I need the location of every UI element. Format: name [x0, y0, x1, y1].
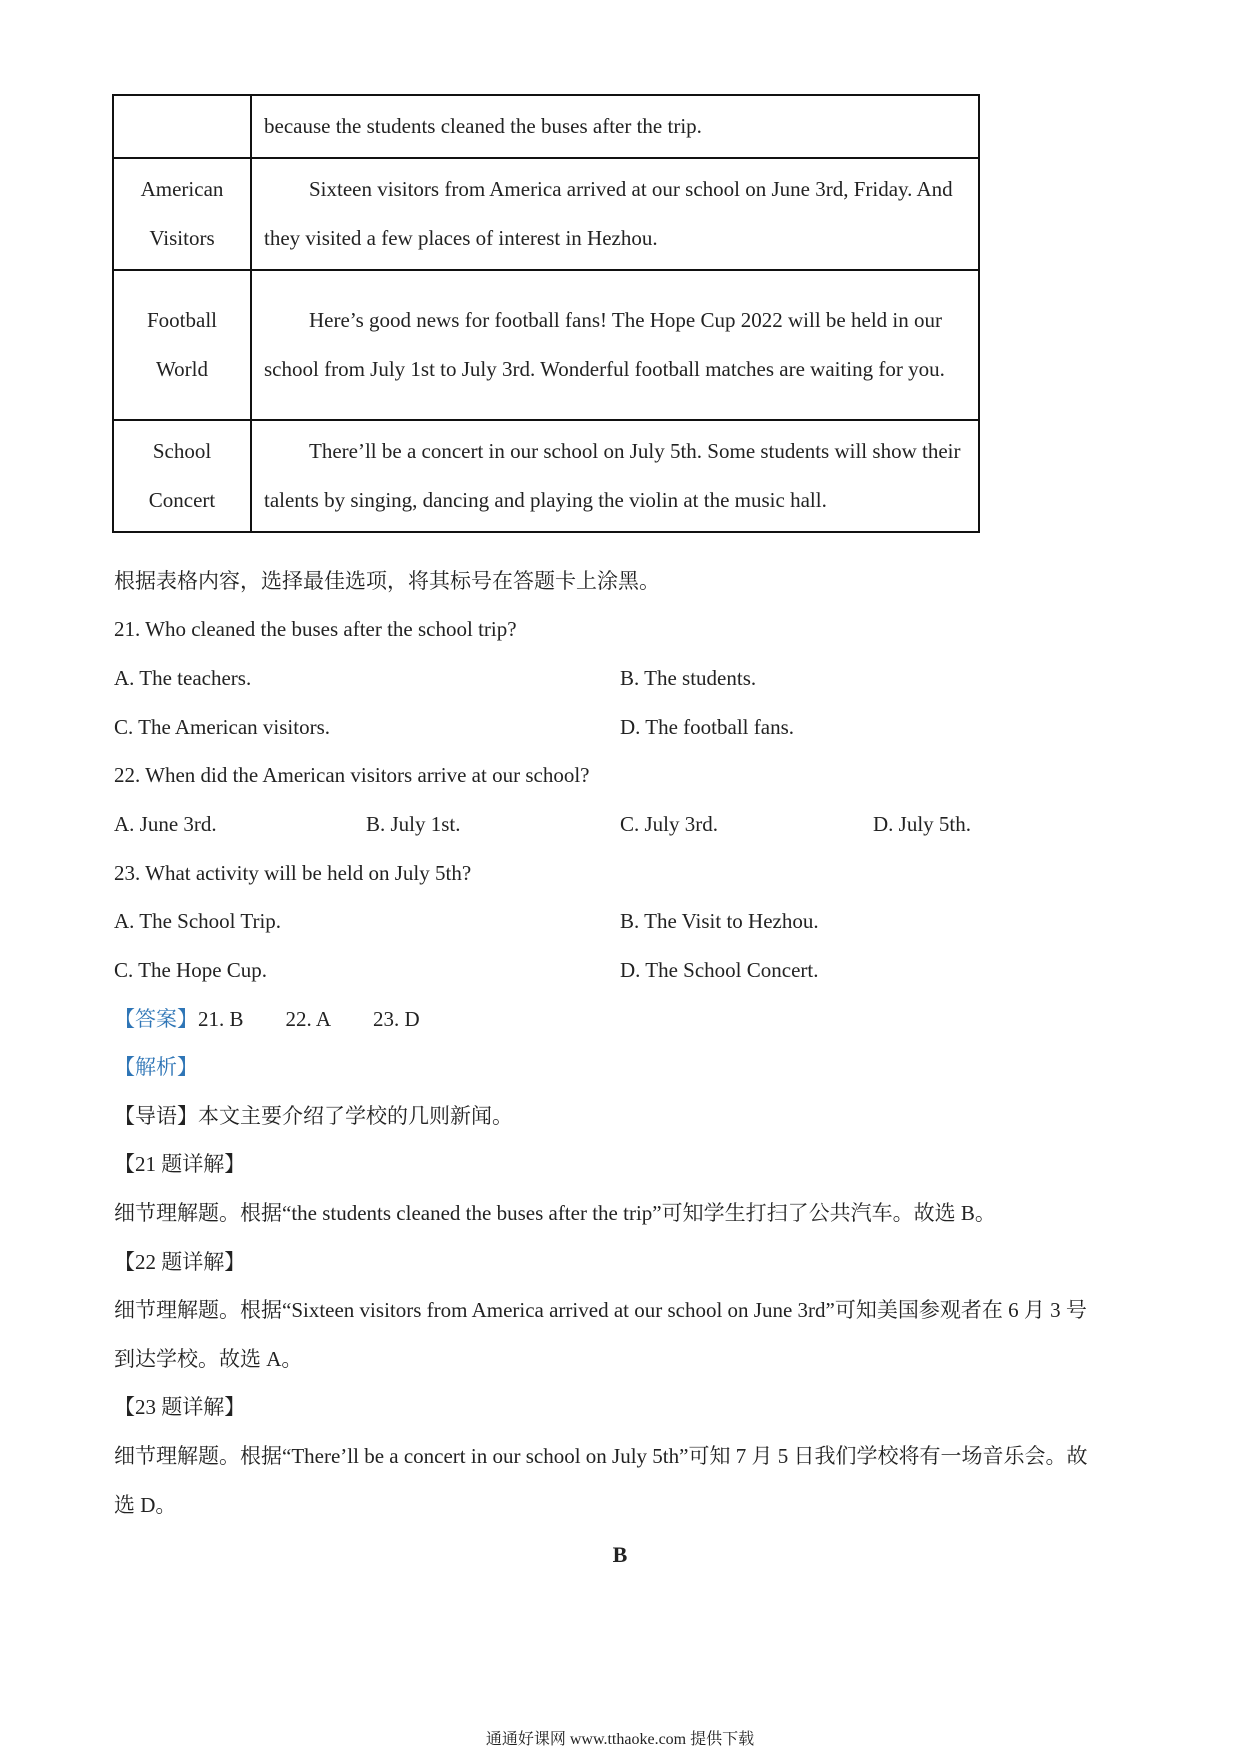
detail-21-heading: 【21 题详解】	[114, 1152, 246, 1176]
instruction: 根据表格内容，选择最佳选项，将其标号在答题卡上涂黑。	[114, 569, 660, 593]
detail-22-text: 细节理解题。根据“Sixteen visitors from America arrived at our school on June 3rd”可知美国参观者在 6 月 3 号	[114, 1298, 1087, 1322]
detail-23-text-cont: 选 D。	[114, 1493, 177, 1517]
option-23-c: C. The Hope Cup.	[114, 958, 268, 982]
row-title: Football World	[113, 270, 251, 420]
section-letter: B	[612, 1542, 628, 1567]
question-21: 21. Who cleaned the buses after the school trip?	[114, 617, 517, 641]
detail-22-heading: 【22 题详解】	[114, 1250, 246, 1274]
option-21-d: D. The football fans.	[620, 715, 794, 739]
table-row	[113, 95, 979, 158]
table-row	[113, 270, 979, 420]
row-title	[113, 95, 251, 158]
footer-watermark: 通通好课网 www.tthaoke.com 提供下载	[485, 1731, 755, 1748]
answer-23: 23. D	[373, 1007, 420, 1031]
option-22-a: A. June 3rd.	[114, 812, 217, 836]
question-23: 23. What activity will be held on July 5th?	[114, 861, 472, 885]
analysis-label: 【解析】	[114, 1055, 198, 1079]
option-22-d: D. July 5th.	[873, 812, 972, 836]
news-table	[112, 94, 980, 533]
option-23-a: A. The School Trip.	[114, 909, 282, 933]
detail-22-text-cont: 到达学校。故选 A。	[114, 1347, 303, 1371]
option-23-d: D. The School Concert.	[620, 958, 819, 982]
option-21-c: C. The American visitors.	[114, 715, 330, 739]
row-body: There’ll be a concert in our school on July 5th. Some students will show their talents by singing, dancing and playing the violin at the music hall.	[251, 420, 979, 532]
table-row	[113, 420, 979, 532]
option-21-b: B. The students.	[620, 666, 757, 690]
answer-label: 【答案】	[114, 1007, 198, 1031]
answer-line	[114, 1004, 420, 1034]
row-body: Sixteen visitors from America arrived at our school on June 3rd, Friday. And they visited a few places of interest in Hezhou.	[251, 158, 979, 270]
row-body: Here’s good news for football fans! The Hope Cup 2022 will be held in our school from July 1st to July 3rd. Wonderful football matches are waiting for you.	[251, 270, 979, 420]
option-22-c: C. July 3rd.	[620, 812, 719, 836]
row-title: School Concert	[113, 420, 251, 532]
answer-21: 21. B	[198, 1007, 244, 1031]
answer-22: 22. A	[285, 1007, 332, 1031]
detail-21-text: 细节理解题。根据“the students cleaned the buses after the trip”可知学生打扫了公共汽车。故选 B。	[114, 1201, 996, 1225]
option-22-b: B. July 1st.	[366, 812, 461, 836]
option-23-b: B. The Visit to Hezhou.	[620, 909, 819, 933]
question-22: 22. When did the American visitors arrive at our school?	[114, 763, 590, 787]
option-21-a: A. The teachers.	[114, 666, 252, 690]
row-body: because the students cleaned the buses after the trip.	[251, 95, 979, 158]
detail-23-heading: 【23 题详解】	[114, 1395, 246, 1419]
intro-text: 【导语】本文主要介绍了学校的几则新闻。	[114, 1104, 513, 1128]
detail-23-text: 细节理解题。根据“There’ll be a concert in our school on July 5th”可知 7 月 5 日我们学校将有一场音乐会。故	[114, 1444, 1088, 1468]
table-row	[113, 158, 979, 270]
row-title: American Visitors	[113, 158, 251, 270]
